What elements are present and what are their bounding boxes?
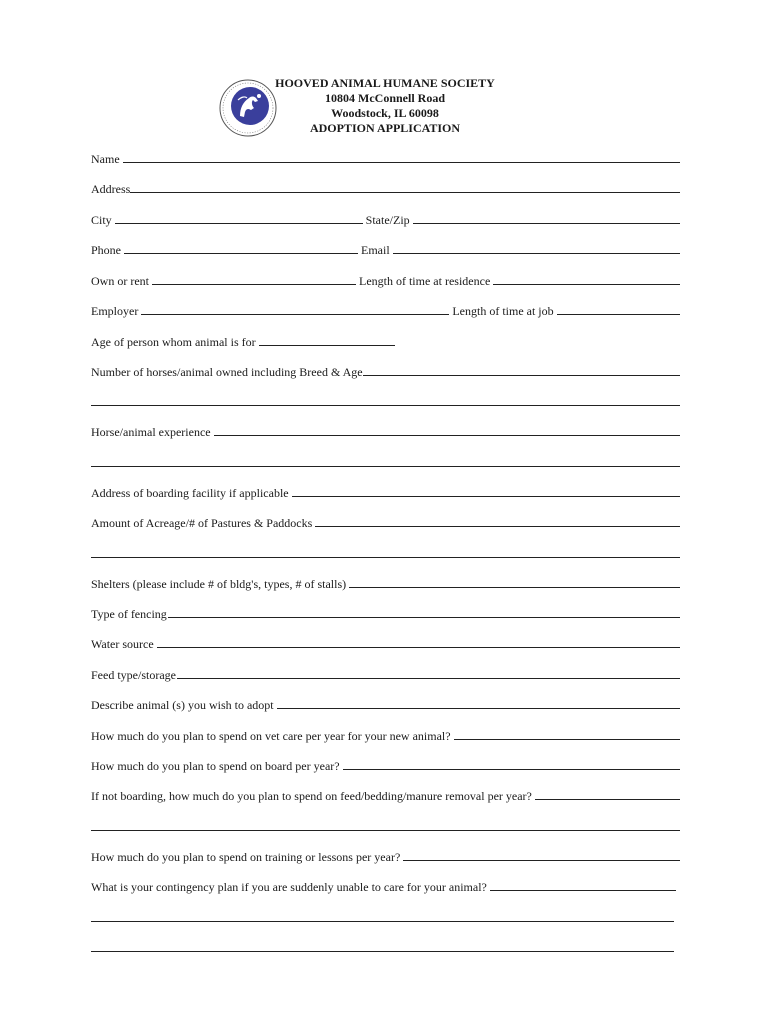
org-street: 10804 McConnell Road	[325, 91, 445, 105]
phone-field[interactable]	[124, 253, 358, 254]
boarding-address-field[interactable]	[292, 496, 680, 497]
age-field[interactable]	[259, 345, 395, 346]
feed-row	[91, 666, 680, 682]
horses-owned-extra-line[interactable]	[91, 405, 680, 406]
job-time-field[interactable]	[557, 314, 680, 315]
email-field[interactable]	[393, 253, 680, 254]
form-title: ADOPTION APPLICATION	[309, 121, 461, 135]
contingency-label: What is your contingency plan if you are suddenly unable to care for your animal?	[91, 880, 487, 894]
training-label: How much do you plan to spend on training or lessons per year?	[91, 850, 401, 864]
vet-care-label: How much do you plan to spend on vet care per year for your new animal?	[91, 729, 451, 743]
acreage-field[interactable]	[315, 526, 680, 527]
training-field[interactable]	[403, 860, 680, 861]
shelters-row	[91, 575, 680, 591]
own-rent-label: Own or rent	[91, 274, 149, 288]
water-label: Water source	[91, 637, 154, 651]
feed-field[interactable]	[177, 678, 680, 679]
address-label: Address	[91, 182, 131, 196]
own-rent-row	[91, 272, 680, 288]
contingency-extra-line-2[interactable]	[91, 951, 674, 952]
fencing-label: Type of fencing	[91, 607, 167, 621]
feed-cost-extra-line[interactable]	[91, 830, 680, 831]
residence-time-label: Length of time at residence	[358, 274, 491, 288]
horses-owned-label: Number of horses/animal owned including Breed & Age	[91, 365, 363, 379]
name-field[interactable]	[123, 162, 680, 163]
vet-care-row	[91, 727, 680, 743]
horses-owned-row	[91, 363, 680, 379]
phone-row	[91, 241, 680, 257]
org-name: HOOVED ANIMAL HUMANE SOCIETY	[275, 76, 495, 90]
experience-label: Horse/animal experience	[91, 425, 211, 439]
water-row	[91, 635, 680, 651]
acreage-row	[91, 514, 680, 530]
board-row	[91, 757, 680, 773]
describe-field[interactable]	[277, 708, 680, 709]
residence-time-field[interactable]	[493, 284, 680, 285]
city-row	[91, 211, 680, 227]
city-label: City	[91, 213, 112, 227]
address-field[interactable]	[130, 192, 680, 193]
board-field[interactable]	[343, 769, 680, 770]
describe-label: Describe animal (s) you wish to adopt	[91, 698, 274, 712]
email-label: Email	[361, 243, 390, 257]
boarding-address-row	[91, 484, 680, 500]
state-zip-field[interactable]	[413, 223, 680, 224]
experience-row	[91, 423, 680, 439]
org-city: Woodstock, IL 60098	[331, 106, 439, 120]
horse-seal-logo-icon	[218, 78, 278, 138]
feed-label: Feed type/storage	[91, 668, 176, 682]
employer-row	[91, 302, 680, 318]
describe-row	[91, 696, 680, 712]
horses-owned-field[interactable]	[363, 375, 680, 376]
age-row	[91, 333, 680, 349]
training-row	[91, 848, 680, 864]
fencing-row	[91, 605, 680, 621]
address-row	[91, 180, 680, 196]
contingency-extra-line-1[interactable]	[91, 921, 674, 922]
employer-field[interactable]	[141, 314, 449, 315]
own-rent-field[interactable]	[152, 284, 356, 285]
board-label: How much do you plan to spend on board per year?	[91, 759, 340, 773]
experience-field[interactable]	[214, 435, 680, 436]
vet-care-field[interactable]	[454, 739, 680, 740]
shelters-field[interactable]	[349, 587, 680, 588]
letterhead	[270, 76, 500, 136]
contingency-row	[91, 878, 676, 894]
feed-cost-label: If not boarding, how much do you plan to spend on feed/bedding/manure removal per year?	[91, 789, 532, 803]
feed-cost-row	[91, 787, 680, 803]
acreage-extra-line[interactable]	[91, 557, 680, 558]
acreage-label: Amount of Acreage/# of Pastures & Paddocks	[91, 516, 313, 530]
age-label: Age of person whom animal is for	[91, 335, 256, 349]
city-field[interactable]	[115, 223, 363, 224]
name-row	[91, 150, 680, 166]
feed-cost-field[interactable]	[535, 799, 680, 800]
water-field[interactable]	[157, 647, 680, 648]
shelters-label: Shelters (please include # of bldg's, types, # of stalls)	[91, 577, 347, 591]
job-time-label: Length of time at job	[452, 304, 554, 318]
state-zip-label: State/Zip	[365, 213, 410, 227]
name-label: Name	[91, 152, 120, 166]
contingency-field[interactable]	[490, 890, 676, 891]
phone-label: Phone	[91, 243, 121, 257]
boarding-address-label: Address of boarding facility if applicable	[91, 486, 289, 500]
fencing-field[interactable]	[168, 617, 680, 618]
experience-extra-line[interactable]	[91, 466, 680, 467]
employer-label: Employer	[91, 304, 139, 318]
